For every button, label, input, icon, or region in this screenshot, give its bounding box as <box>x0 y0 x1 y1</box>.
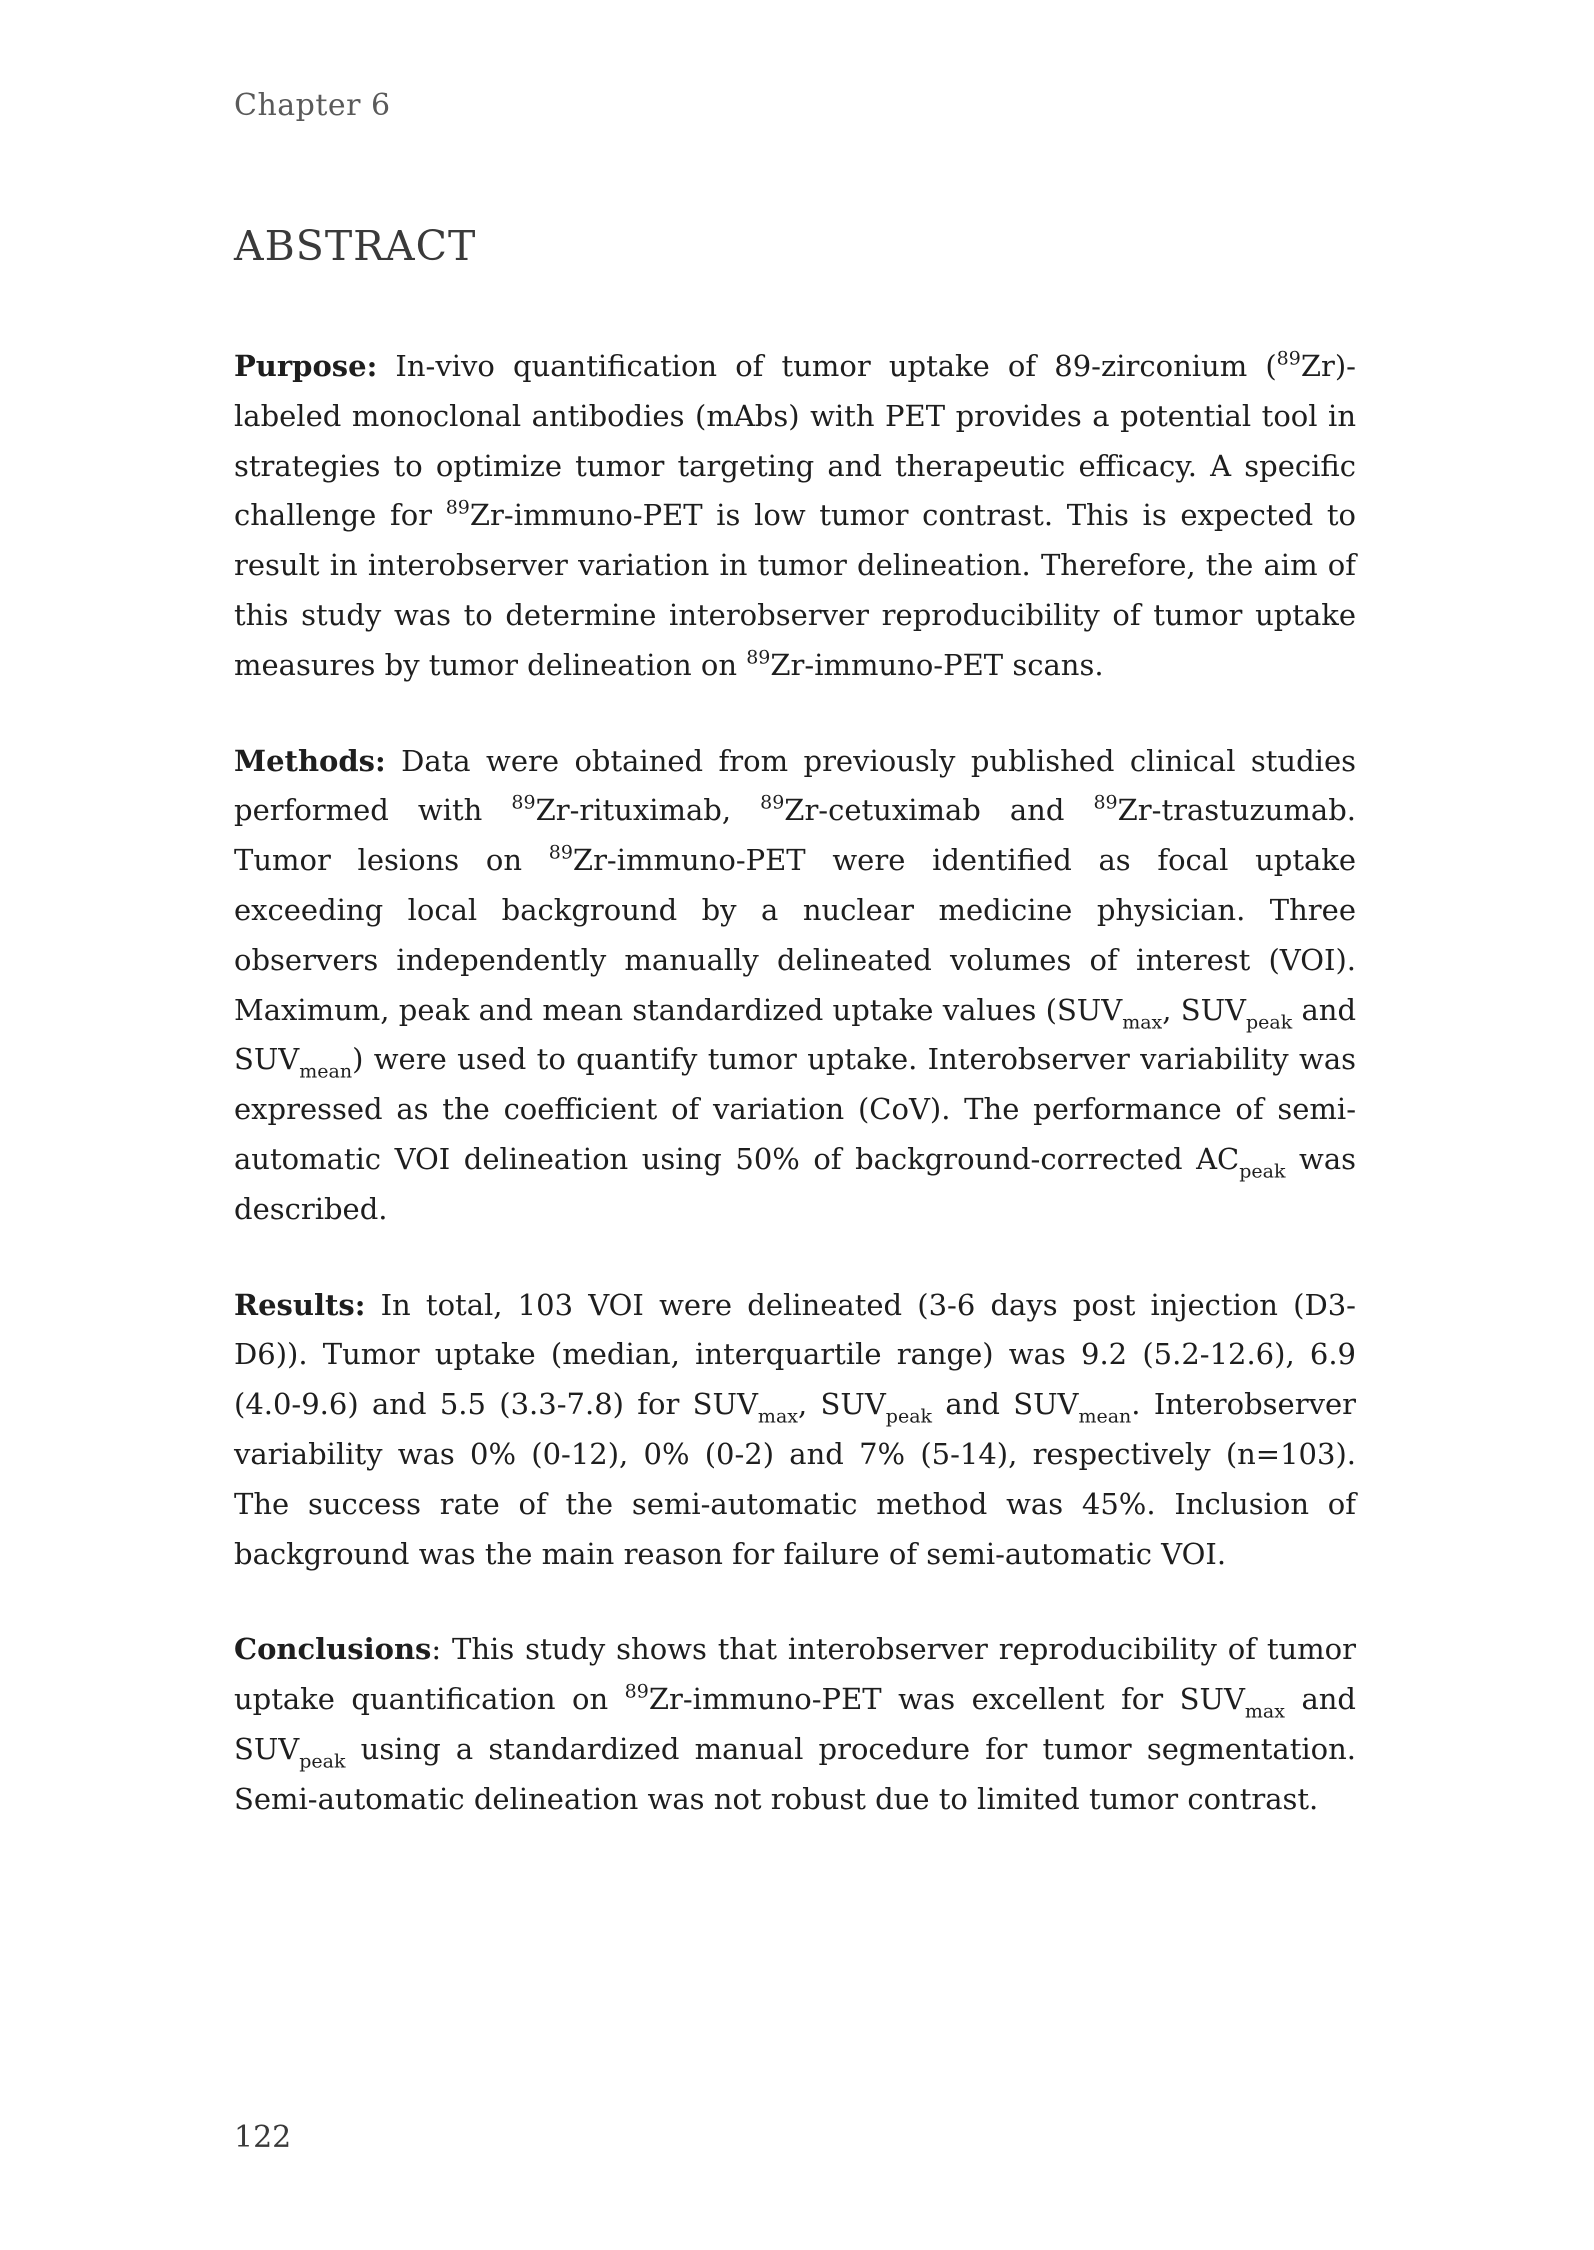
text-run: In-vivo quantification of tumor uptake of 89-zirconium ( <box>377 349 1277 383</box>
text-run: and SUV <box>234 992 1357 1077</box>
text-run: and SUV <box>932 1387 1079 1422</box>
text-run: : This study shows that interobserver reproducibility of tumor uptake quantification on <box>234 1632 1356 1717</box>
results-body <box>234 1288 1356 1571</box>
text-run: Zr-immuno-PET was excellent for SUV <box>648 1682 1245 1717</box>
superscript: 89 <box>511 791 536 814</box>
superscript: 89 <box>445 497 470 519</box>
methods-paragraph <box>234 737 1356 1235</box>
abstract-title: ABSTRACT <box>234 222 477 270</box>
text-run: , SUV <box>1162 992 1246 1027</box>
subscript: peak <box>885 1405 933 1428</box>
subscript: mean <box>299 1060 353 1083</box>
results-section <box>234 1281 1356 1580</box>
superscript: 89 <box>548 841 573 864</box>
purpose-paragraph <box>234 342 1356 691</box>
text-run: Zr-trastuzumab. Tumor lesions on <box>234 793 1356 878</box>
subscript: max <box>1244 1700 1285 1723</box>
purpose-section <box>234 342 1356 691</box>
superscript: 89 <box>624 1680 649 1703</box>
purpose-body <box>234 349 1356 682</box>
running-header: Chapter 6 <box>234 88 391 123</box>
results-paragraph <box>234 1281 1356 1580</box>
text-run: Zr)-labeled monoclonal antibodies (mAbs) with PET provides a potential tool in strategies to optimize tumor targeting and therapeutic efficacy. A specific challenge for <box>234 349 1356 533</box>
page-number: 122 <box>234 2120 292 2155</box>
superscript: 89 <box>760 791 785 814</box>
superscript: 89 <box>1276 347 1301 370</box>
purpose-label: Purpose: <box>234 349 378 383</box>
subscript: max <box>1122 1011 1163 1034</box>
subscript: peak <box>1245 1011 1293 1034</box>
conclusions-label: Conclusions <box>234 1632 432 1667</box>
text-run: . Interobserver variability was 0% (0-12), 0% (0-2) and 7% (5-14), respectively (n=103). The success rate of the semi-automatic method was 45%. Inclusion of background was the main reason for failure of semi-automatic VOI. <box>234 1387 1356 1571</box>
text-run: Zr-rituximab, <box>535 793 761 828</box>
text-run: Zr-immuno-PET were identified as focal uptake exceeding local background by a nuclear medicine physician. Three observers independently manually delineated volumes of interest (VOI). Maximum, peak and mean standardized uptake values (SUV <box>234 843 1356 1027</box>
text-run: was described. <box>234 1141 1356 1226</box>
abstract-page <box>234 222 1356 1871</box>
subscript: mean <box>1078 1405 1132 1428</box>
subscript: max <box>757 1405 798 1428</box>
conclusions-section <box>234 1625 1356 1824</box>
results-label: Results: <box>234 1287 366 1322</box>
conclusions-paragraph <box>234 1625 1356 1824</box>
text-run: using a standardized manual procedure for tumor segmentation. Semi-automatic delineation was not robust due to limited tumor contrast. <box>234 1731 1356 1816</box>
methods-label: Methods: <box>234 743 386 778</box>
subscript: peak <box>299 1750 346 1773</box>
text-run: Data were obtained from previously published clinical studies performed with <box>234 743 1356 828</box>
text-run: , SUV <box>797 1387 886 1422</box>
subscript: peak <box>1239 1160 1286 1183</box>
superscript: 89 <box>1093 791 1118 814</box>
methods-section <box>234 737 1356 1235</box>
text-run: ) were used to quantify tumor uptake. Interobserver variability was expressed as the coefficient of variation (CoV). The performance of semi-automatic VOI delineation using 50% of background-corrected AC <box>234 1042 1356 1176</box>
text-run: and SUV <box>234 1682 1356 1766</box>
text-run: Zr-immuno-PET scans. <box>770 647 1104 682</box>
text-run: Zr-cetuximab and <box>784 793 1094 828</box>
text-run: In total, 103 VOI were delineated (3-6 days post injection (D3-D6)). Tumor uptake (median, interquartile range) was 9.2 (5.2-12.6), 6.9 (4.0-9.6) and 5.5 (3.3-7.8) for SUV <box>234 1287 1356 1422</box>
text-run: Zr-immuno-PET is low tumor contrast. This is expected to result in interobserver variation in tumor delineation. Therefore, the aim of this study was to determine interobserver reproducibility of tumor uptake measures by tumor delineation on <box>234 498 1356 682</box>
superscript: 89 <box>746 646 771 669</box>
methods-body <box>234 744 1356 1226</box>
